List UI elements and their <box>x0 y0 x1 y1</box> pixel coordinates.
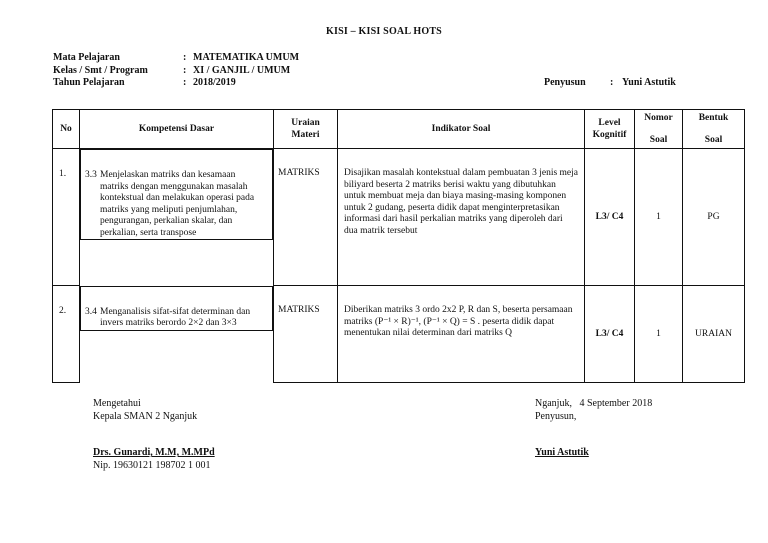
row-kd-number: 3.4 <box>85 306 97 317</box>
header-materi <box>274 110 338 149</box>
table-row <box>53 286 745 383</box>
row-kd-text: Menjelaskan matriks dan kesamaan matriks dengan menggunakan masalah kontekstual dan melakukan operasi pada matriks yang meliputi penjumlahan, pengurangan, perkalian skalar, dan perkalian, serta transpose <box>100 170 255 238</box>
header-materi-line1: Uraian <box>291 118 320 128</box>
header-nomor <box>635 110 683 149</box>
header-kd: Kompetensi Dasar <box>80 110 274 149</box>
sign-left-name: Drs. Gunardi, M.M, M.MPd <box>93 447 215 458</box>
sign-left-line1: Mengetahui <box>93 398 141 409</box>
author-line <box>544 77 676 88</box>
signature-right <box>535 398 652 460</box>
sign-right-line1: Nganjuk, 4 September 2018 <box>535 398 653 409</box>
sign-right-name: Yuni Astutik <box>535 447 589 458</box>
meta-subject-value: MATEMATIKA UMUM <box>193 52 300 63</box>
sign-left-nip: Nip. 19630121 198702 1 001 <box>93 459 211 471</box>
row-nomor: 1 <box>635 149 683 286</box>
row-no: 1. <box>53 149 80 286</box>
header-nomor-line2: Soal <box>649 135 668 145</box>
kisi-table <box>52 109 745 383</box>
meta-class <box>53 65 299 78</box>
header-materi-line2: Materi <box>291 130 320 140</box>
author-name: Yuni Astutik <box>622 77 676 88</box>
sign-right-line2: Penyusun, <box>535 410 577 422</box>
row-no: 2. <box>53 286 80 383</box>
row-nomor: 1 <box>635 286 683 383</box>
sign-left-line2: Kepala SMAN 2 Nganjuk <box>93 410 198 422</box>
header-level-line2: Kognitif <box>592 130 627 140</box>
row-indikator: Diberikan matriks 3 ordo 2x2 P, R dan S, beserta persamaan matriks (P⁻¹ × R)⁻¹, (P⁻¹ × Q) = S . peserta didik dapat menentukan nilai determinan dari matriks Q <box>338 286 585 383</box>
header-nomor-line1: Nomor <box>644 113 673 123</box>
row-kd <box>80 286 273 331</box>
header-indikator: Indikator Soal <box>338 110 585 149</box>
meta-colon: : <box>183 64 187 76</box>
row-materi: MATRIKS <box>274 286 338 383</box>
meta-year-label: Tahun Pelajaran <box>53 77 125 88</box>
row-bentuk: PG <box>683 149 745 286</box>
row-materi: MATRIKS <box>274 149 338 286</box>
header-level <box>585 110 635 149</box>
document-title: KISI – KISI SOAL HOTS <box>326 26 442 37</box>
meta-colon: : <box>183 77 187 88</box>
author-label: Penyusun <box>544 77 586 88</box>
meta-class-label: Kelas / Smt / Program <box>53 64 148 76</box>
row-kd <box>80 149 273 240</box>
author-colon: : <box>610 77 614 88</box>
meta-block <box>53 52 299 90</box>
row-kd-text: Menganalisis sifat-sifat determinan dan invers matriks berordo 2×2 dan 3×3 <box>100 306 251 328</box>
meta-subject-label: Mata Pelajaran <box>53 52 120 63</box>
meta-colon: : <box>183 52 187 63</box>
header-bentuk <box>683 110 745 149</box>
header-no: No <box>53 110 80 149</box>
meta-year-value: 2018/2019 <box>193 77 236 88</box>
row-level: L3/ C4 <box>585 286 635 383</box>
table-header-row <box>53 110 745 149</box>
table-row <box>53 149 745 286</box>
row-level: L3/ C4 <box>585 149 635 286</box>
signature-left <box>93 398 215 472</box>
meta-class-value: XI / GANJIL / UMUM <box>193 64 291 76</box>
header-level-line1: Level <box>598 118 621 128</box>
row-indikator: Disajikan masalah kontekstual dalam pembuatan 3 jenis meja biliyard beserta 2 matriks berisi waktu yang dibutuhkan untuk membuat meja dan biaya masing-masing komponen untuk 2 gudang, peserta didik dapat menginterpretasikan informasi dari hasil perkalian matriks yang diperoleh dari dua matrik tersebut <box>338 149 585 286</box>
meta-subject <box>53 52 299 65</box>
row-bentuk: URAIAN <box>683 286 745 383</box>
header-bentuk-line1: Bentuk <box>698 113 729 123</box>
meta-year <box>53 77 299 90</box>
header-bentuk-line2: Soal <box>704 135 723 145</box>
row-kd-number: 3.3 <box>85 170 97 180</box>
